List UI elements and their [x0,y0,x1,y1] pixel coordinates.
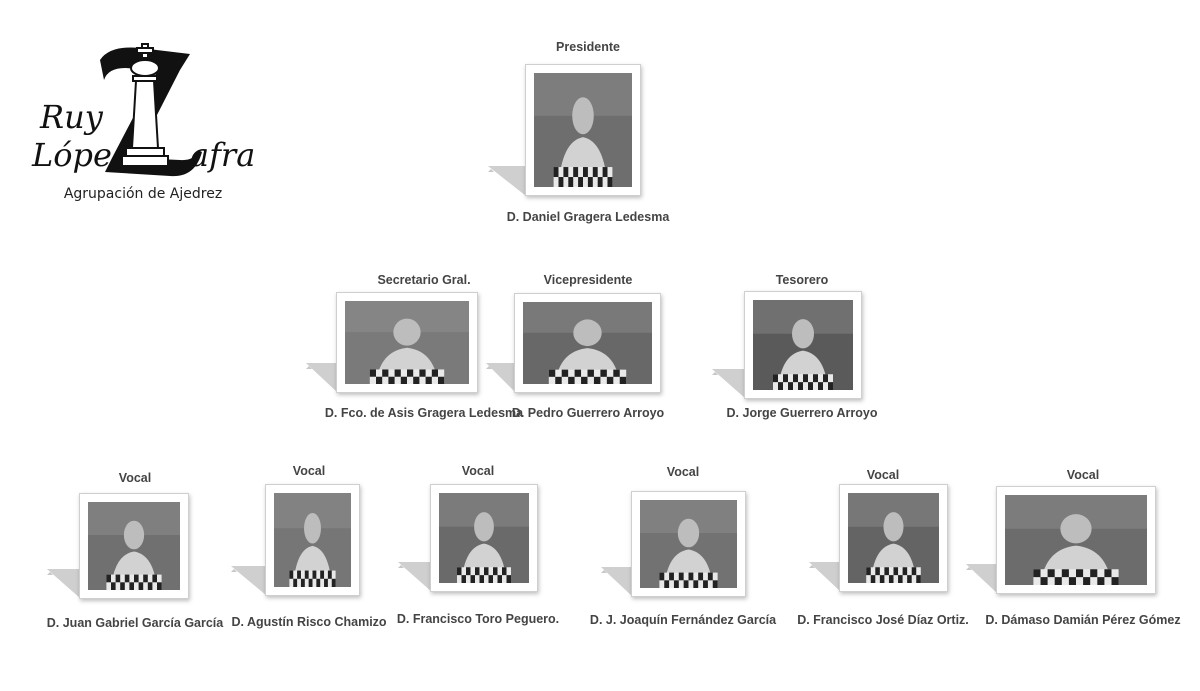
member-photo [848,493,939,583]
member-photo [523,302,652,384]
portrait-image [848,493,939,583]
portrait-image [345,301,469,384]
member-photo [88,502,180,590]
member-role: Vocal [666,465,700,479]
member-photo [274,493,351,587]
member-role: Vocal [1066,468,1100,482]
photo-frame [525,64,641,196]
photo-frame [430,484,538,592]
photo-frame [839,484,948,592]
portrait-image [640,500,737,588]
member-name: D. Daniel Gragera Ledesma [506,210,670,224]
member-role: Vocal [461,464,495,478]
member-name: D. Juan Gabriel García García [46,616,224,630]
member-name: D. Francisco José Díaz Ortiz. [797,613,969,627]
photo-frame [79,493,189,599]
member-name: D. Dámaso Damián Pérez Gómez [985,613,1181,627]
member-name: D. Fco. de Asis Gragera Ledesma [324,406,524,420]
logo-subtitle: Agrupación de Ajedrez [63,186,223,202]
member-role: Vicepresidente [543,273,633,287]
member-role: Presidente [556,40,620,54]
portrait-image [439,493,529,583]
portrait-image [753,300,853,390]
portrait-image [523,302,652,384]
member-role: Secretario Gral. [377,273,471,287]
photo-frame [744,291,862,399]
chess-king-logo-icon [30,40,270,190]
member-role: Vocal [866,468,900,482]
member-role: Tesorero [775,273,829,287]
member-name: D. J. Joaquín Fernández García [589,613,777,627]
member-photo [753,300,853,390]
portrait-image [88,502,180,590]
member-name: D. Jorge Guerrero Arroyo [726,406,878,420]
member-role: Vocal [118,471,152,485]
club-logo [30,40,270,210]
photo-frame [631,491,746,597]
photo-frame [514,293,661,393]
member-photo [640,500,737,588]
member-photo [439,493,529,583]
portrait-image [534,73,632,187]
member-role: Vocal [292,464,326,478]
member-photo [1005,495,1147,585]
logo-text-lope: Lópe [32,136,112,174]
member-photo [345,301,469,384]
member-name: D. Pedro Guerrero Arroyo [511,406,665,420]
logo-text-ruy: Ruy [40,98,103,136]
portrait-image [1005,495,1147,585]
member-photo [534,73,632,187]
photo-frame [336,292,478,393]
logo-text-afra: afra [190,136,256,174]
photo-frame [996,486,1156,594]
portrait-image [274,493,351,587]
photo-frame [265,484,360,596]
member-name: D. Agustín Risco Chamizo [231,615,387,629]
member-name: D. Francisco Toro Peguero. [396,612,560,626]
